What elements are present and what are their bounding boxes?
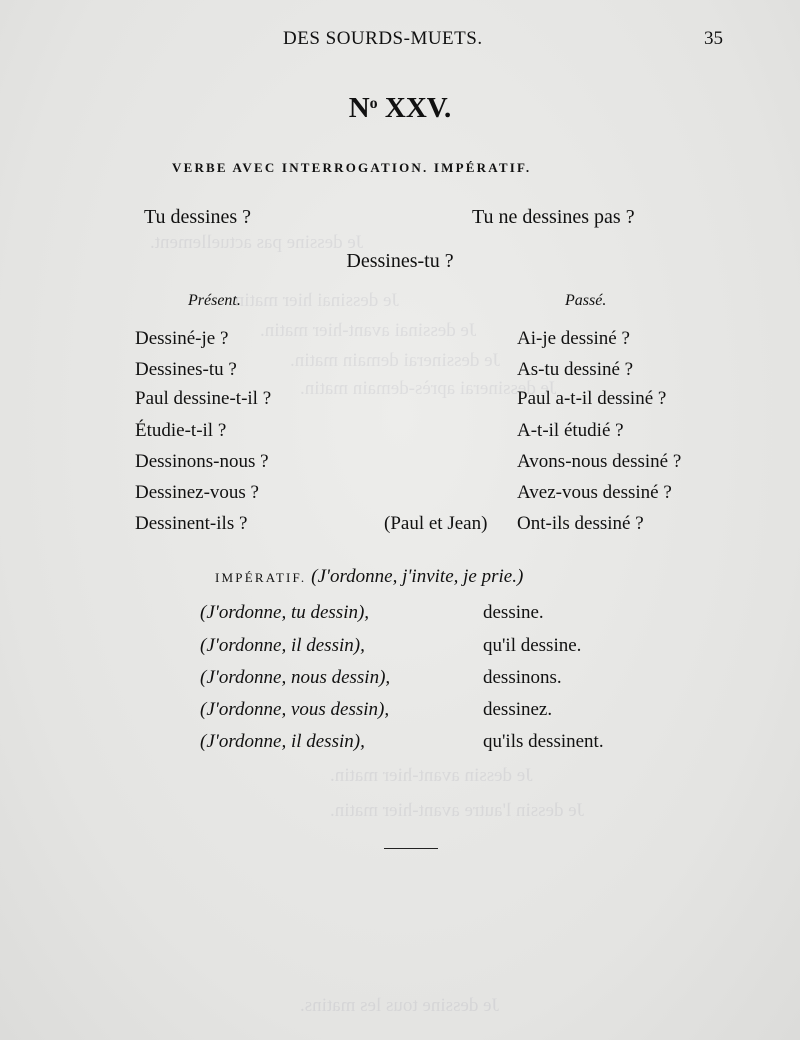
imperative-prompt [200, 731, 365, 753]
present-form: Dessinons-nous ? [135, 451, 269, 472]
exercise-number-sup: o [369, 95, 378, 112]
past-form: Avez-vous dessiné ? [517, 482, 672, 503]
imperative-prompt-text: (J'ordonne, tu dessin), [200, 602, 370, 623]
present-form: Dessiné-je ? [135, 328, 229, 349]
past-form: Paul a-t-il dessiné ? [517, 388, 667, 409]
imperative-prompt-text: (J'ordonne, nous dessin), [200, 667, 391, 688]
imperative-form: dessine. [483, 602, 544, 623]
imperative-prompt-text: (J'ordonne, il dessin), [200, 635, 365, 656]
present-form: Paul dessine-t-il ? [135, 388, 272, 409]
imperative-prompt [200, 667, 390, 689]
past-column-label: Passé. [565, 292, 607, 309]
present-form: Dessinez-vous ? [135, 482, 259, 503]
statement-inverted: Dessines-tu ? [346, 250, 454, 272]
end-rule [384, 848, 438, 849]
imperative-heading [215, 566, 523, 588]
show-through-texture: Je dessine pas actuellement. Je dessinai hier matin. Je dessinai avant-hier matin. Je dessinerai demain matin. Je dessinerai après-demain matin. Je dessin avant-hier matin. Je dessin l'autre avant-hier matin. Je dessine tous les matins. [150, 232, 585, 1016]
imperative-form: qu'il dessine. [483, 635, 582, 656]
page-number: 35 [704, 28, 723, 49]
statement-affirmative: Tu dessines ? [144, 206, 252, 228]
statement-negative: Tu ne dessines pas ? [472, 206, 635, 228]
exercise-number-numeral: XXV. [384, 92, 452, 124]
imperative-prompt [200, 602, 369, 624]
imperative-prompt-text: (J'ordonne, vous dessin), [200, 699, 390, 720]
past-form: Avons-nous dessiné ? [517, 451, 682, 472]
imperative-form: qu'ils dessinent. [483, 731, 604, 752]
section-subtitle: VERBE AVEC INTERROGATION. IMPÉRATIF. [172, 160, 532, 175]
imperative-form: dessinez. [483, 699, 553, 720]
present-form: Dessinent-ils ? [135, 513, 248, 534]
running-head: DES SOURDS-MUETS. [283, 28, 483, 49]
imperative-form: dessinons. [483, 667, 562, 688]
past-form: A-t-il étudié ? [517, 420, 624, 441]
present-form: Dessines-tu ? [135, 359, 237, 380]
imperative-prompt [200, 699, 389, 721]
subject-note: (Paul et Jean) [384, 513, 488, 534]
past-form: Ont-ils dessiné ? [517, 513, 644, 534]
imperative-label: IMPÉRATIF. [215, 570, 307, 585]
imperative-prompt-text: (J'ordonne, il dessin), [200, 731, 365, 752]
past-form: As-tu dessiné ? [517, 359, 634, 380]
imperative-prompt [200, 635, 365, 657]
present-form: Étudie-t-il ? [135, 420, 227, 441]
present-column-label: Présent. [188, 292, 241, 309]
page-header [0, 28, 800, 52]
exercise-number [0, 92, 800, 125]
past-form: Ai-je dessiné ? [517, 328, 630, 349]
imperative-gloss: (J'ordonne, j'invite, je prie.) [311, 566, 524, 587]
exercise-number-prefix: N [348, 92, 370, 124]
